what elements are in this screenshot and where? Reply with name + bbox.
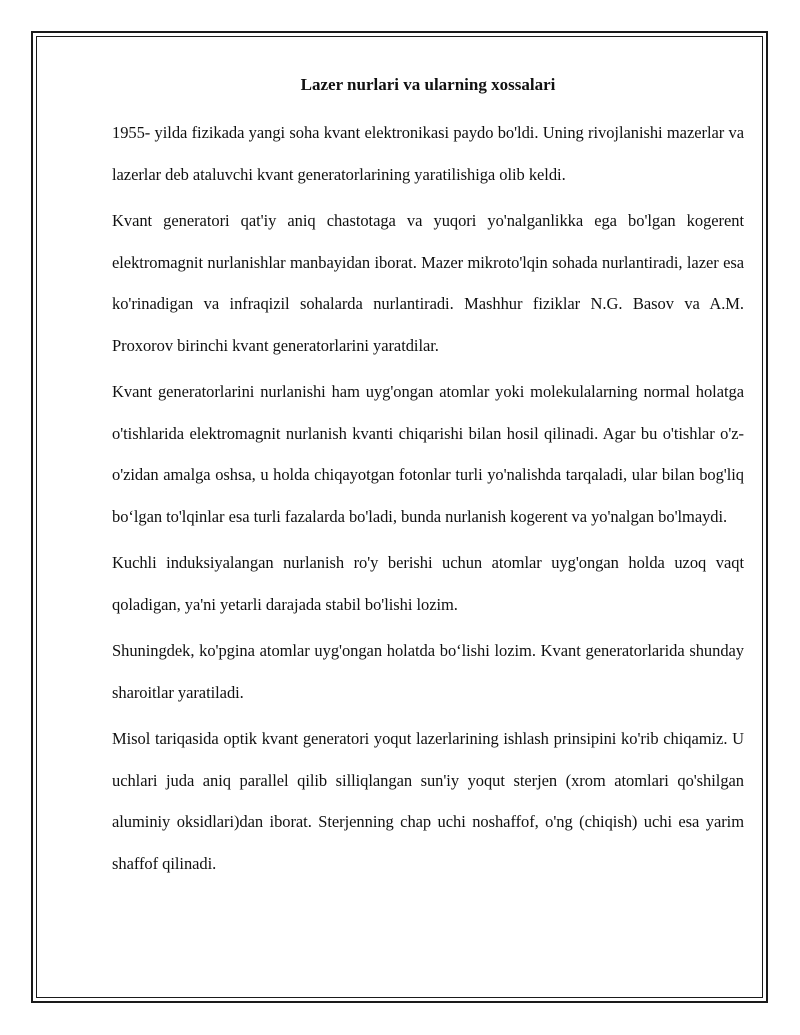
paragraph-5: Shuningdek, ko'pgina atomlar uyg'ongan holatda bo‘lishi lozim. Kvant generatorlarida shunday sharoitlar yaratiladi.	[112, 641, 744, 702]
document-title: Lazer nurlari va ularning xossalari	[300, 75, 556, 94]
paragraph-3: Kvant generatorlarini nurlanishi ham uyg'ongan atomlar yoki molekulalarning normal holatga o'tishlarida elektromagnit nurlanish kvanti chiqarishi bilan hosil qilinadi. Agar bu o'tishlar o'z-o'zidan amalga oshsa, u holda chiqayotgan fotonlar turli yo'nalishda tarqaladi, ular bilan bog'liq bo‘lgan to'lqinlar esa turli fazalarda bo'ladi, bunda nurlanish kogerent va yo'nalgan bo'lmaydi.	[112, 382, 744, 526]
paragraph-1: 1955- yilda fizikada yangi soha kvant elektronikasi paydo bo'ldi. Uning rivojlanishi mazerlar va lazerlar deb ataluvchi kvant generatorlarining yaratilishiga olib keldi.	[112, 123, 744, 184]
document-body	[112, 68, 744, 889]
paragraph-6: Misol tariqasida optik kvant generatori yoqut lazerlarining ishlash prinsipini ko'rib chiqamiz. U uchlari juda aniq parallel qilib silliqlangan sun'iy yoqut sterjen (xrom atomlari qo'shilgan aluminiy oksidlari)dan iborat. Sterjenning chap uchi noshaffof, o'ng (chiqish) uchi esa yarim shaffof qilinadi.	[112, 729, 744, 873]
paragraph-2: Kvant generatori qat'iy aniq chastotaga va yuqori yo'nalganlikka ega bo'lgan kogerent elektromagnit nurlanishlar manbayidan iborat. Mazer mikroto'lqin sohada nurlantiradi, lazer esa ko'rinadigan va infraqizil sohalarda nurlantiradi. Mashhur fiziklar N.G. Basov va A.M. Proxorov birinchi kvant generatorlarini yaratdilar.	[112, 211, 744, 355]
paragraph-4: Kuchli induksiyalangan nurlanish ro'y berishi uchun atomlar uyg'ongan holda uzoq vaqt qoladigan, ya'ni yetarli darajada stabil bo'lishi lozim.	[112, 553, 744, 614]
